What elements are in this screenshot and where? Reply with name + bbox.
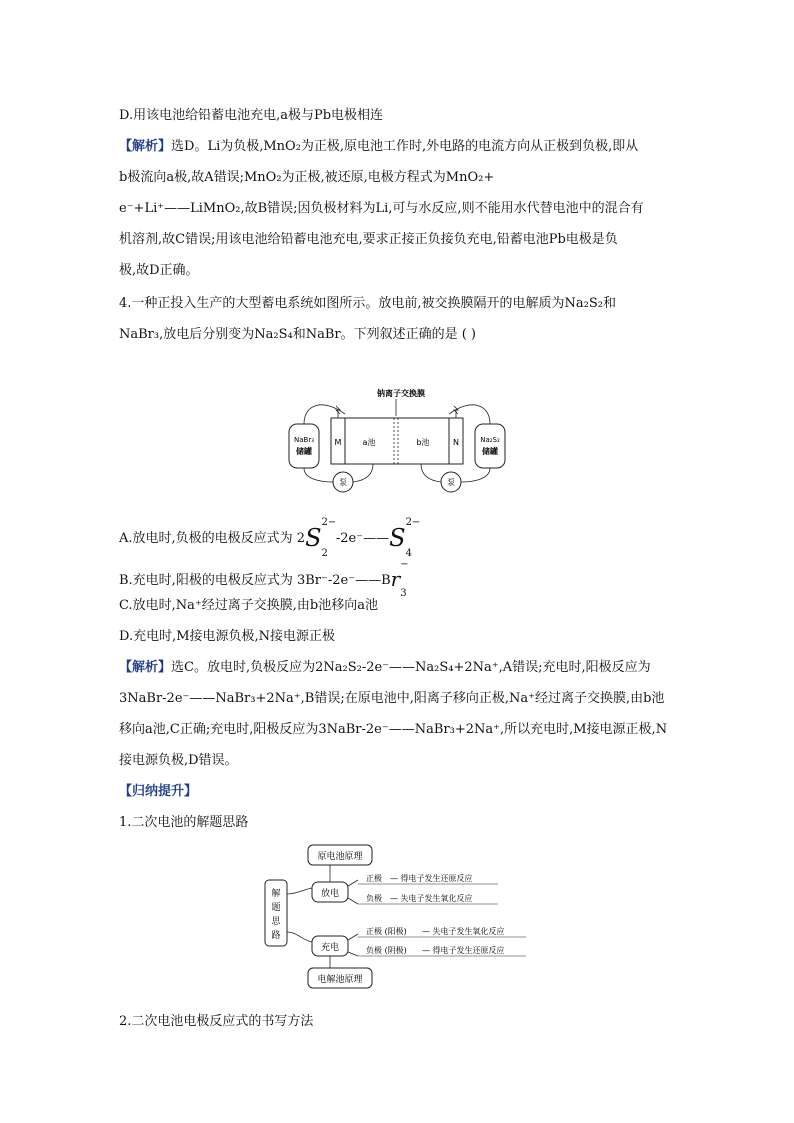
membrane-label: 钠离子交换膜 (377, 389, 425, 398)
summary-item-1: 1.二次电池的解题思路 (119, 815, 249, 830)
right-tank-label: 储罐 (482, 447, 498, 456)
question-4-line-1: 4.一种正投入生产的大型蓄电系统如图所示。放电前,被交换膜隔开的电解质为Na₂S₂和 (119, 296, 616, 311)
explanation-2-line-2: 3NaBr-2e⁻——NaBr₃+2Na⁺,B错误;在原电池中,阳离子移向正极,Na⁺经过离子交换膜,由b池 (119, 691, 665, 706)
formula-s2: S (305, 524, 322, 552)
svg-text:解: 解 (271, 889, 281, 899)
pos-desc: — 得电子发生还原反应 (390, 874, 473, 883)
cell-body (331, 418, 463, 464)
explanation-2-line-4: 接电源负极,D错误。 (119, 753, 238, 768)
anode-desc: — 失电子发生氧化反应 (422, 927, 505, 936)
formula-r3: r (390, 567, 401, 591)
pool-b: b池 (416, 438, 430, 447)
svg-text:思: 思 (271, 917, 281, 927)
explanation-2-line-3: 移向a池,C正确;充电时,阳极反应为3NaBr-2e⁻——NaBr₃+2Na⁺,所以充电时,M接电源正极,N (119, 722, 668, 737)
pool-a: a池 (362, 438, 376, 447)
option-c: C.放电时,Na⁺经过离子交换膜,由b池移向a池 (119, 598, 378, 613)
option-b: B.充电时,阳极的电极反应式为 3Br⁻-2e⁻——Br − $_3$ (119, 559, 409, 599)
formula-s4: S (389, 524, 406, 552)
option-d-prev: D.用该电池给铅蓄电池充电,a极与Pb电极相连 (119, 108, 384, 123)
option-d: D.充电时,M接电源负极,N接电源正极 (119, 629, 336, 644)
explanation-text: 选D。Li为负极,MnO₂为正极,原电池工作时,外电路的电流方向从正极到负极,即从 (171, 139, 639, 154)
left-tank-label: 储罐 (296, 447, 312, 456)
right-tank (475, 424, 505, 468)
option-a: A.放电时,负极的电极反应式为 2S 2− $_2$-2e⁻——S 2− $_4$ (119, 517, 421, 559)
solving-approach-diagram (262, 842, 532, 992)
svg-text:路: 路 (271, 931, 281, 941)
question-4-line-2: NaBr₃,放电后分别变为Na₂S₄和NaBr。下列叙述正确的是 ( ) (119, 327, 476, 342)
explanation-2-text: 选C。放电时,负极反应为2Na₂S₂-2e⁻——Na₂S₄+2Na⁺,A错误;充电时,阳极反应为 (171, 660, 651, 675)
left-tank (289, 424, 319, 468)
electrode-m: M (334, 438, 342, 447)
charge-label: 充电 (320, 943, 340, 953)
summary-item-2: 2.二次电池电极反应式的书写方法 (119, 1014, 314, 1029)
battery-system-diagram (283, 384, 513, 496)
svg-text:题: 题 (271, 903, 281, 913)
left-pump-label: 泵 (339, 478, 347, 487)
right-pump-label: 泵 (447, 478, 455, 487)
primary-cell-label: 原电池原理 (317, 852, 363, 862)
electrode-n: N (453, 438, 459, 447)
anode-label: 正极 (阳极) (366, 927, 407, 936)
discharge-label: 放电 (320, 889, 340, 899)
explanation-tag: 【解析】 (119, 139, 172, 154)
cathode-label: 负极 (阴极) (366, 946, 407, 955)
explanation-1-line-4: 机溶剂,故C错误;用该电池给铅蓄电池充电,要求正接正负接负充电,铅蓄电池Pb电极是负 (119, 232, 618, 247)
explanation-1-line-3: e⁻+Li⁺——LiMnO₂,故B错误;因负极材料为Li,可与水反应,则不能用水代替电池中的混合有 (119, 201, 644, 216)
left-tank-formula: NaBr₃ (293, 436, 315, 444)
right-tank-formula: Na₂S₂ (480, 436, 500, 444)
summary-heading: 【归纳提升】 (119, 784, 198, 799)
explanation-2-tag: 【解析】 (119, 660, 172, 675)
electrolytic-label: 电解池原理 (317, 975, 363, 985)
pos-label: 正极 (366, 874, 382, 883)
neg-label: 负极 (366, 894, 382, 903)
cathode-desc: — 得电子发生还原反应 (422, 946, 505, 955)
explanation-2-line-1 (119, 656, 651, 675)
explanation-1-line-1 (119, 135, 638, 154)
neg-desc: — 失电子发生氧化反应 (390, 894, 473, 903)
explanation-1-line-2: b极流向a极,故A错误;MnO₂为正极,被还原,电极方程式为MnO₂+ (119, 170, 495, 185)
explanation-1-line-5: 极,故D正确。 (119, 263, 199, 278)
